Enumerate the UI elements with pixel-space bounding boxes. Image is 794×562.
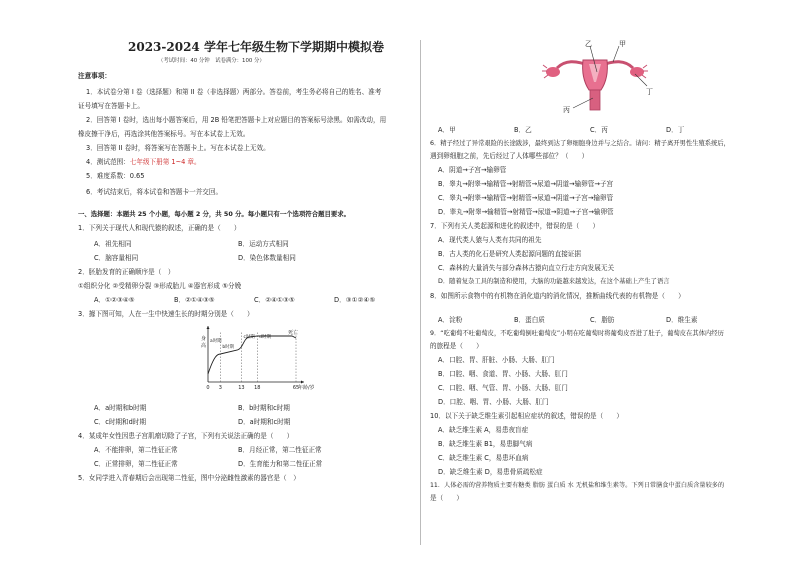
note-2b: 橡皮擦干净后，再选涂其他答案标号。写在本试卷上无效。 [78, 130, 250, 138]
q10-option-a: A．缺乏维生素 A，易患夜盲症 [438, 426, 529, 434]
y-axis-arrow [207, 326, 210, 329]
q7-option-a: A．现代类人猿与人类有共同的祖先 [438, 236, 542, 244]
q9-option-c: C．口腔、咽、气管、胃、小肠、大肠、肛门 [438, 384, 568, 392]
q4-option-c: C．正常排卵，第二性征正常 [94, 460, 178, 468]
note-6: 6．考试结束后，将本试卷和答题卡一并交回。 [86, 188, 223, 196]
q6-option-c: C．睾丸→附睾→输精管→射精管→尿道→阴道→子宫→输卵管 [438, 194, 614, 202]
death-annotation: 死亡 [288, 330, 299, 336]
note-2: 2．回答第 I 卷时，选出每小题答案后，用 2B 铅笔把答题卡上对应题目的答案标号涂黑。如需改动，用 [86, 116, 387, 124]
phase-label: d时期 [259, 335, 271, 340]
q8-option-a: A．淀粉 [438, 316, 463, 324]
q3-stem: 3．據下图可知，人在一生中快速生长的时期分别是（ ） [78, 310, 254, 318]
q1-stem: 1．下列关于现代人和现代猿的叙述，正确的是（ ） [78, 224, 241, 232]
x-tick-label: 18 [254, 385, 261, 391]
q3-option-c: C．c时期和d时期 [94, 418, 146, 426]
x-tick-label: 3 [218, 385, 222, 391]
q3-option-b: B．b时期和c时期 [238, 404, 290, 412]
q7-option-c: C．森林的大量消失与部分森林古猿向直立行走方向发展无关 [438, 264, 615, 272]
q4-option-d: D．生育能力和第二性征正常 [238, 460, 323, 468]
q1-option-a: A．祖先相同 [94, 240, 132, 248]
q9-option-a: A．口腔、胃、肝脏、小肠、大肠、肛门 [438, 356, 555, 364]
q6-option-a: A．阴道→子宫→输卵管 [438, 166, 507, 174]
phase-label: c时期 [243, 335, 255, 340]
note-4: 4．测试范围：七年级下册第 1~4 章。 [86, 158, 201, 166]
q11-stem-2: 是（ ） [430, 494, 463, 502]
growth-chart [190, 322, 320, 394]
q4-option-b: B．月经正常，第二性征正常 [238, 446, 322, 454]
x-tick-label: 65 [292, 385, 300, 391]
q7-stem: 7．下列有关人类起源和进化的叙述中，错误的是（ ） [430, 222, 600, 230]
q9-option-d: D．口腔、咽、胃、小肠、大肠、肛门 [438, 398, 549, 406]
q6-option-d: D．睾丸→附睾→输精管→射精管→尿道→阴道→子宫→输卵管 [438, 208, 614, 216]
q5-option-c: C．丙 [590, 126, 608, 134]
q7-option-b: B．古人类的化石是研究人类起源问题的直接证据 [438, 250, 581, 258]
q1-option-c: C．脑容量相同 [94, 254, 139, 262]
q1-option-b: B．运动方式相同 [238, 240, 289, 248]
q7-option-d: D．随着复杂工具的制造和使用，大脑的功能越来越发达，在这个基础上产生了语言 [438, 278, 670, 285]
x-tick-label: 0 [206, 385, 210, 391]
note-1b: 证号填写在答题卡上。 [78, 102, 144, 110]
q10-stem: 10．以下关于缺乏维生素引起相应症状的叙述，错误的是（ ） [430, 412, 624, 420]
exam-subtitle: （考试时间：40 分钟 试卷满分：100 分） [158, 58, 265, 64]
scope-text: 七年级下册第 1~4 章。 [129, 158, 201, 166]
q5-stem: 5．女同学进入青春期后会出现第二性征，图中分泌雌性激素的器官是（ ） [78, 474, 300, 482]
q6-stem-1: 6．精子经过了异常艰险的长途跋涉，最终到达了卵细胞身边并与之结合。请问：精子离开男性生殖系统后， [430, 140, 730, 147]
q9-stem-2: 的旅程是（ ） [430, 342, 483, 350]
x-axis-label: 年龄/岁 [298, 385, 315, 391]
q2-option-a: A．①②③④⑤ [94, 296, 135, 304]
q5-option-b: B．乙 [514, 126, 532, 134]
q8-stem: 8．如图所示食物中的有机物在消化道内的消化情况，推断曲线代表的有机物是（ ） [430, 292, 685, 300]
y-axis-label: 身 [201, 336, 207, 342]
q8-option-b: B．蛋白质 [514, 316, 545, 324]
q4-option-a: A．不能排卵，第二性征正常 [94, 446, 178, 454]
y-axis-label: 高 [201, 343, 207, 349]
q8-option-c: C．脂肪 [590, 316, 615, 324]
q9-option-b: B．口腔、咽、食道、胃、小肠、大肠、肛门 [438, 370, 568, 378]
q10-option-b: B．缺乏维生素 B1，易患脚气病 [438, 440, 533, 448]
female-reproductive-figure [535, 38, 655, 114]
x-tick-label: 13 [238, 385, 245, 391]
q10-option-c: C．缺乏维生素 C，易患坏血病 [438, 454, 529, 462]
q4-stem: 4．某成年女性因患子宫肌瘤切除了子宫，下列有关说法正确的是（ ） [78, 432, 294, 440]
q10-option-d: D．缺乏维生素 D，易患骨质疏松症 [438, 468, 543, 476]
q2-stem: 2．胚胎发育的正确顺序是（ ） [78, 268, 175, 276]
q2-option-c: C．②④①③⑤ [254, 296, 295, 304]
exam-title: 2023-2024 学年七年级生物下学期期中模拟卷 [128, 40, 384, 54]
label-ding: 丁 [646, 88, 653, 96]
phase-label: b时期 [222, 345, 234, 350]
leader-jia [613, 46, 619, 62]
q11-stem-1: 11．人体必需的营养物质主要有糖类 脂肪 蛋白质 水 无机盐和维生素等。下列日常膳食中蛋白质含量较多的 [430, 482, 725, 489]
q2-option-d: D．③①②④⑤ [334, 296, 376, 304]
q9-stem-1: 9．“吃葡萄不吐葡萄皮，不吃葡萄倒吐葡萄皮”小明在吃葡萄时将葡萄皮吞进了肚子，葡萄皮在其体内经历 [430, 330, 724, 337]
q2-items: ①组织分化 ②受精卵分裂 ③形成胎儿 ④器官形成 ⑤分娩 [78, 282, 242, 290]
q6-option-b: B．睾丸→附睾→输精管→射精管→尿道→阴道→输卵管→子宫 [438, 180, 614, 188]
q3-option-a: A．a时期和b时期 [94, 404, 147, 412]
note-3: 3．回答第 II 卷时，将答案写在答题卡上。写在本试卷上无效。 [86, 144, 270, 152]
label-jia: 甲 [619, 40, 626, 48]
column-divider [420, 40, 421, 545]
note-5: 5．难度系数：0.65 [86, 172, 145, 180]
label-bing: 丙 [563, 106, 570, 114]
section-1-heading: 一、选择题：本题共 25 个小题，每小题 2 分，共 50 分。每小题只有一个选项符合题目要求。 [78, 210, 351, 218]
x-axis-arrow [301, 381, 304, 384]
q6-stem-2: 遇到卵细胞之前，先后经过了人体哪些部位？（ ） [430, 152, 589, 160]
note-1: 1．本试卷分第 I 卷（选择题）和第 II 卷（非选择题）两部分。答卷前，考生务必将自己的姓名、准考 [86, 88, 382, 96]
q2-option-b: B．②①④③⑤ [174, 296, 215, 304]
q5-option-a: A．甲 [438, 126, 456, 134]
q8-option-d: D．维生素 [666, 316, 698, 324]
q3-option-d: D．a时期和c时期 [238, 418, 291, 426]
q5-option-d: D．丁 [666, 126, 685, 134]
q1-option-d: D．染色体数量相同 [238, 254, 296, 262]
phase-label: a时期 [210, 339, 222, 344]
notes-heading: 注意事项： [78, 72, 111, 80]
label-yi: 乙 [585, 40, 592, 48]
vagina [590, 90, 600, 110]
